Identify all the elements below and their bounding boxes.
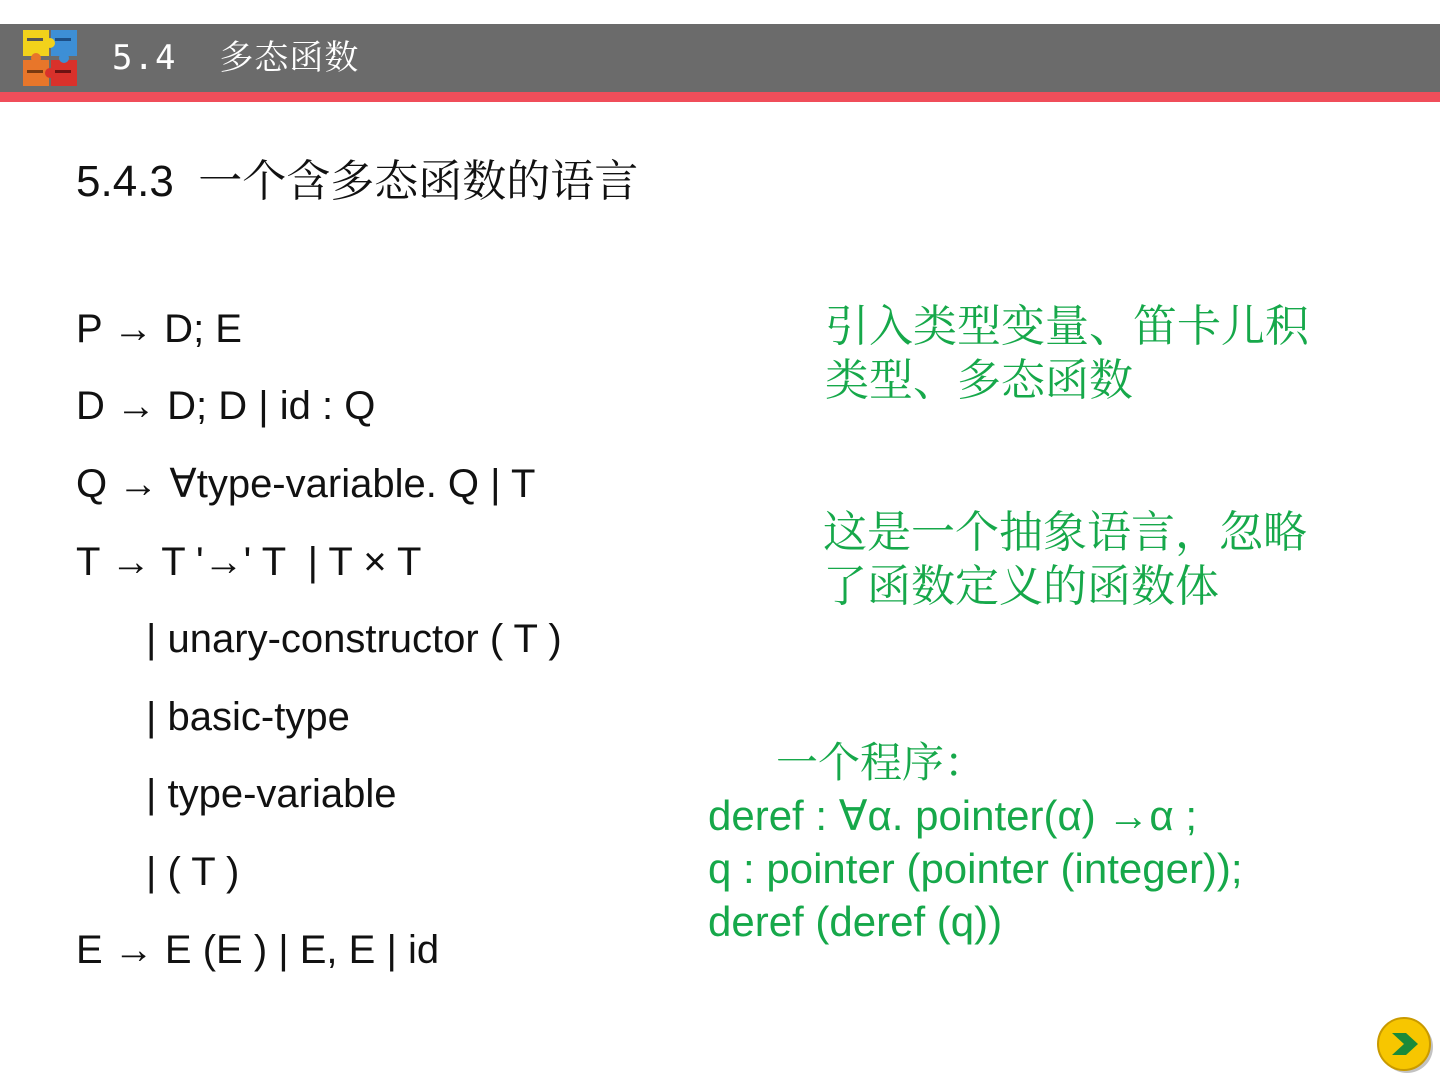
section-title: 5.4.3 一个含多态函数的语言 [76,157,639,206]
note-line: 了函数定义的函数体 [823,562,1219,611]
grammar-rule-t-alt-basic: | basic-type [146,695,350,739]
grammar-rule-t-alt-unary: | unary-constructor ( T ) [146,617,562,661]
header-stripe [0,92,1440,102]
program-example [708,736,1243,948]
grammar-rule-t-alt-variable: | type-variable [146,772,397,816]
grammar-rule-q: Q → ∀type-variable. Q | T [76,462,536,506]
program-line: deref : ∀α. pointer(α) →α ; [708,792,1198,839]
puzzle-logo-icon [21,28,79,88]
grammar-rule-e: E → E (E ) | E, E | id [76,928,440,972]
program-heading: 一个程序： [776,739,987,786]
grammar-rule-t-alt-paren: | ( T ) [146,850,240,894]
grammar-rule-p: P → D; E [76,307,242,351]
next-slide-button[interactable] [1376,1016,1434,1074]
note-type-variables [825,300,1309,408]
grammar-rule-t: T → T '→' T | T × T [76,540,422,584]
program-line: q : pointer (pointer (integer)); [708,845,1243,892]
header-title: 5.4 多态函数 [112,38,360,78]
program-line: deref (deref (q)) [708,898,1003,945]
note-line: 这是一个抽象语言，忽略 [823,508,1307,557]
note-line: 引入类型变量、笛卡儿积 [825,302,1309,351]
note-abstract-language [823,506,1307,614]
note-line: 类型、多态函数 [825,356,1133,405]
grammar-rule-d: D → D; D | id : Q [76,384,376,428]
